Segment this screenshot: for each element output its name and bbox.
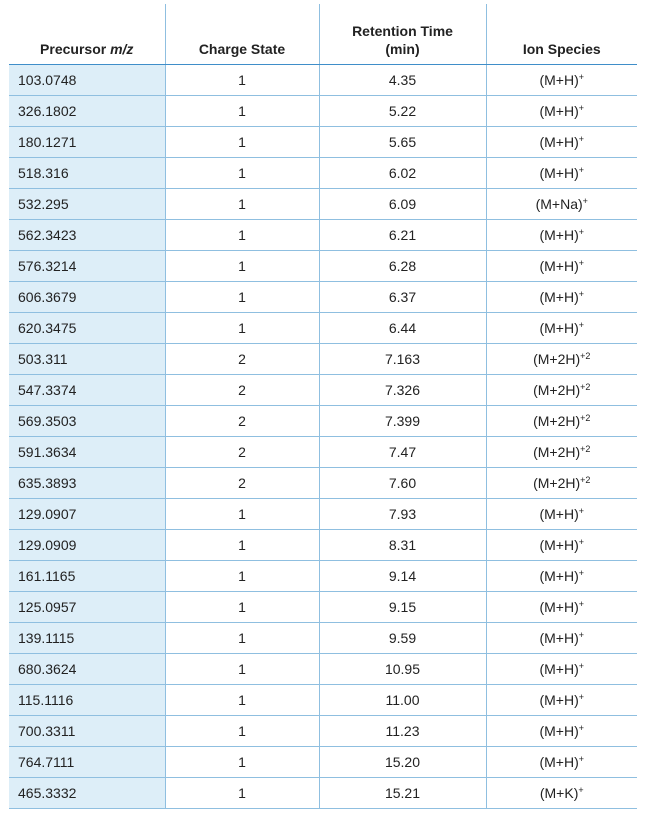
cell-precursor-mz: 129.0907 xyxy=(9,499,165,530)
cell-charge-state: 1 xyxy=(165,313,319,344)
cell-precursor-mz: 562.3423 xyxy=(9,220,165,251)
ion-species-formula: (M+H) xyxy=(539,599,579,615)
cell-charge-state: 1 xyxy=(165,561,319,592)
ion-species-formula: (M+H) xyxy=(539,258,579,274)
ion-species-charge: + xyxy=(578,630,585,640)
cell-charge-state: 1 xyxy=(165,530,319,561)
ion-species-charge: + xyxy=(578,227,585,237)
cell-ion-species xyxy=(486,778,637,809)
ion-species-formula: (M+2H) xyxy=(533,382,581,398)
ion-species-charge: + xyxy=(578,165,585,175)
ion-species-formula: (M+H) xyxy=(539,165,579,181)
ion-species-formula: (M+H) xyxy=(539,103,579,119)
ion-species-charge: + xyxy=(578,692,585,702)
ion-species-charge: + xyxy=(578,506,585,516)
cell-precursor-mz: 532.295 xyxy=(9,189,165,220)
cell-ion-species xyxy=(486,158,637,189)
ion-species-formula: (M+H) xyxy=(539,134,579,150)
table-row xyxy=(9,375,637,406)
cell-precursor-mz: 547.3374 xyxy=(9,375,165,406)
cell-retention-time: 15.20 xyxy=(319,747,486,778)
ion-species-formula: (M+H) xyxy=(539,537,579,553)
ion-species-charge: +2 xyxy=(580,413,591,423)
cell-ion-species xyxy=(486,251,637,282)
table-row xyxy=(9,251,637,282)
cell-charge-state: 1 xyxy=(165,623,319,654)
ion-species-formula: (M+H) xyxy=(539,723,579,739)
cell-retention-time: 7.326 xyxy=(319,375,486,406)
cell-charge-state: 1 xyxy=(165,282,319,313)
ion-species-charge: + xyxy=(578,754,585,764)
cell-retention-time: 10.95 xyxy=(319,654,486,685)
cell-precursor-mz: 518.316 xyxy=(9,158,165,189)
table-row xyxy=(9,127,637,158)
ion-species-charge: +2 xyxy=(580,351,591,361)
table-header xyxy=(9,4,637,65)
ion-species-charge: + xyxy=(578,723,585,733)
ion-species-formula: (M+2H) xyxy=(533,475,581,491)
ion-species-formula: (M+H) xyxy=(539,661,579,677)
cell-charge-state: 1 xyxy=(165,127,319,158)
cell-retention-time: 6.21 xyxy=(319,220,486,251)
ion-species-charge: + xyxy=(578,599,585,609)
ion-species-formula: (M+H) xyxy=(539,630,579,646)
header-retention-time xyxy=(319,4,486,65)
table-row xyxy=(9,313,637,344)
cell-charge-state: 2 xyxy=(165,468,319,499)
table-row xyxy=(9,778,637,809)
header-precursor-unit: m/z xyxy=(110,41,134,57)
cell-precursor-mz: 606.3679 xyxy=(9,282,165,313)
cell-precursor-mz: 139.1115 xyxy=(9,623,165,654)
cell-charge-state: 2 xyxy=(165,437,319,468)
cell-ion-species xyxy=(486,716,637,747)
table-row xyxy=(9,561,637,592)
header-row xyxy=(9,4,637,65)
cell-charge-state: 1 xyxy=(165,499,319,530)
cell-precursor-mz: 180.1271 xyxy=(9,127,165,158)
cell-retention-time: 8.31 xyxy=(319,530,486,561)
cell-charge-state: 1 xyxy=(165,778,319,809)
cell-charge-state: 1 xyxy=(165,654,319,685)
table-row xyxy=(9,282,637,313)
cell-charge-state: 1 xyxy=(165,747,319,778)
header-precursor-label: Precursor xyxy=(40,41,107,57)
table-row xyxy=(9,592,637,623)
cell-retention-time: 6.37 xyxy=(319,282,486,313)
ion-species-charge: + xyxy=(578,661,585,671)
cell-precursor-mz: 576.3214 xyxy=(9,251,165,282)
cell-ion-species xyxy=(486,189,637,220)
cell-charge-state: 1 xyxy=(165,220,319,251)
cell-charge-state: 1 xyxy=(165,251,319,282)
cell-retention-time: 11.23 xyxy=(319,716,486,747)
cell-ion-species xyxy=(486,685,637,716)
ion-species-formula: (M+2H) xyxy=(533,413,581,429)
table-row xyxy=(9,716,637,747)
cell-charge-state: 2 xyxy=(165,406,319,437)
cell-precursor-mz: 103.0748 xyxy=(9,65,165,96)
cell-precursor-mz: 115.1116 xyxy=(9,685,165,716)
ion-species-charge: + xyxy=(578,537,585,547)
table-row xyxy=(9,65,637,96)
cell-ion-species xyxy=(486,623,637,654)
ion-species-formula: (M+H) xyxy=(539,692,579,708)
cell-charge-state: 1 xyxy=(165,592,319,623)
cell-retention-time: 6.09 xyxy=(319,189,486,220)
precursor-table xyxy=(9,4,637,809)
ion-species-charge: +2 xyxy=(580,444,591,454)
cell-retention-time: 6.44 xyxy=(319,313,486,344)
cell-precursor-mz: 680.3624 xyxy=(9,654,165,685)
cell-retention-time: 7.399 xyxy=(319,406,486,437)
ion-species-formula: (M+H) xyxy=(539,754,579,770)
ion-species-formula: (M+Na) xyxy=(535,196,583,212)
ion-species-formula: (M+H) xyxy=(539,320,579,336)
ion-species-formula: (M+2H) xyxy=(533,351,581,367)
ion-species-formula: (M+H) xyxy=(539,72,579,88)
cell-retention-time: 4.35 xyxy=(319,65,486,96)
cell-retention-time: 5.65 xyxy=(319,127,486,158)
cell-charge-state: 1 xyxy=(165,716,319,747)
ion-species-formula: (M+K) xyxy=(539,785,579,801)
table-row xyxy=(9,437,637,468)
ion-species-charge: + xyxy=(582,196,588,206)
cell-retention-time: 11.00 xyxy=(319,685,486,716)
ion-species-formula: (M+H) xyxy=(539,568,579,584)
table-row xyxy=(9,158,637,189)
cell-precursor-mz: 326.1802 xyxy=(9,96,165,127)
cell-ion-species xyxy=(486,654,637,685)
cell-ion-species xyxy=(486,530,637,561)
table-body xyxy=(9,65,637,809)
cell-ion-species xyxy=(486,747,637,778)
cell-ion-species xyxy=(486,437,637,468)
ion-species-charge: +2 xyxy=(580,475,591,485)
cell-retention-time: 9.14 xyxy=(319,561,486,592)
cell-precursor-mz: 125.0957 xyxy=(9,592,165,623)
cell-retention-time: 9.59 xyxy=(319,623,486,654)
cell-charge-state: 1 xyxy=(165,685,319,716)
ion-species-charge: + xyxy=(578,289,585,299)
ion-species-charge: + xyxy=(578,134,585,144)
header-retention-line1: Retention Time xyxy=(352,23,453,39)
cell-ion-species xyxy=(486,344,637,375)
cell-retention-time: 9.15 xyxy=(319,592,486,623)
precursor-table-container xyxy=(9,4,637,809)
cell-precursor-mz: 620.3475 xyxy=(9,313,165,344)
table-row xyxy=(9,220,637,251)
cell-precursor-mz: 465.3332 xyxy=(9,778,165,809)
header-precursor-mz xyxy=(9,4,165,65)
table-row xyxy=(9,468,637,499)
cell-retention-time: 7.60 xyxy=(319,468,486,499)
ion-species-formula: (M+H) xyxy=(539,227,579,243)
table-row xyxy=(9,654,637,685)
cell-precursor-mz: 161.1165 xyxy=(9,561,165,592)
table-row xyxy=(9,406,637,437)
cell-precursor-mz: 129.0909 xyxy=(9,530,165,561)
ion-species-charge: + xyxy=(578,103,585,113)
cell-charge-state: 1 xyxy=(165,158,319,189)
ion-species-formula: (M+2H) xyxy=(533,444,581,460)
table-row xyxy=(9,96,637,127)
header-ion-species: Ion Species xyxy=(486,4,637,65)
cell-charge-state: 1 xyxy=(165,189,319,220)
cell-retention-time: 7.93 xyxy=(319,499,486,530)
cell-retention-time: 15.21 xyxy=(319,778,486,809)
table-row xyxy=(9,623,637,654)
cell-charge-state: 1 xyxy=(165,65,319,96)
cell-charge-state: 1 xyxy=(165,96,319,127)
table-row xyxy=(9,530,637,561)
cell-ion-species xyxy=(486,406,637,437)
cell-precursor-mz: 591.3634 xyxy=(9,437,165,468)
cell-ion-species xyxy=(486,220,637,251)
cell-retention-time: 7.47 xyxy=(319,437,486,468)
ion-species-charge: + xyxy=(578,258,585,268)
cell-retention-time: 6.28 xyxy=(319,251,486,282)
cell-ion-species xyxy=(486,468,637,499)
cell-ion-species xyxy=(486,282,637,313)
header-charge-state: Charge State xyxy=(165,4,319,65)
cell-retention-time: 7.163 xyxy=(319,344,486,375)
cell-precursor-mz: 700.3311 xyxy=(9,716,165,747)
cell-retention-time: 6.02 xyxy=(319,158,486,189)
cell-retention-time: 5.22 xyxy=(319,96,486,127)
cell-ion-species xyxy=(486,313,637,344)
cell-ion-species xyxy=(486,127,637,158)
ion-species-charge: + xyxy=(578,785,584,795)
cell-charge-state: 2 xyxy=(165,375,319,406)
cell-ion-species xyxy=(486,561,637,592)
ion-species-formula: (M+H) xyxy=(539,289,579,305)
cell-charge-state: 2 xyxy=(165,344,319,375)
table-row xyxy=(9,747,637,778)
ion-species-charge: +2 xyxy=(580,382,591,392)
cell-ion-species xyxy=(486,499,637,530)
ion-species-charge: + xyxy=(578,568,585,578)
table-row xyxy=(9,685,637,716)
ion-species-charge: + xyxy=(578,72,585,82)
cell-ion-species xyxy=(486,592,637,623)
ion-species-formula: (M+H) xyxy=(539,506,579,522)
ion-species-charge: + xyxy=(578,320,585,330)
cell-precursor-mz: 503.311 xyxy=(9,344,165,375)
cell-ion-species xyxy=(486,65,637,96)
table-row xyxy=(9,344,637,375)
cell-ion-species xyxy=(486,375,637,406)
header-retention-line2: (min) xyxy=(385,41,420,57)
cell-precursor-mz: 764.7111 xyxy=(9,747,165,778)
table-row xyxy=(9,499,637,530)
table-row xyxy=(9,189,637,220)
cell-ion-species xyxy=(486,96,637,127)
cell-precursor-mz: 635.3893 xyxy=(9,468,165,499)
cell-precursor-mz: 569.3503 xyxy=(9,406,165,437)
